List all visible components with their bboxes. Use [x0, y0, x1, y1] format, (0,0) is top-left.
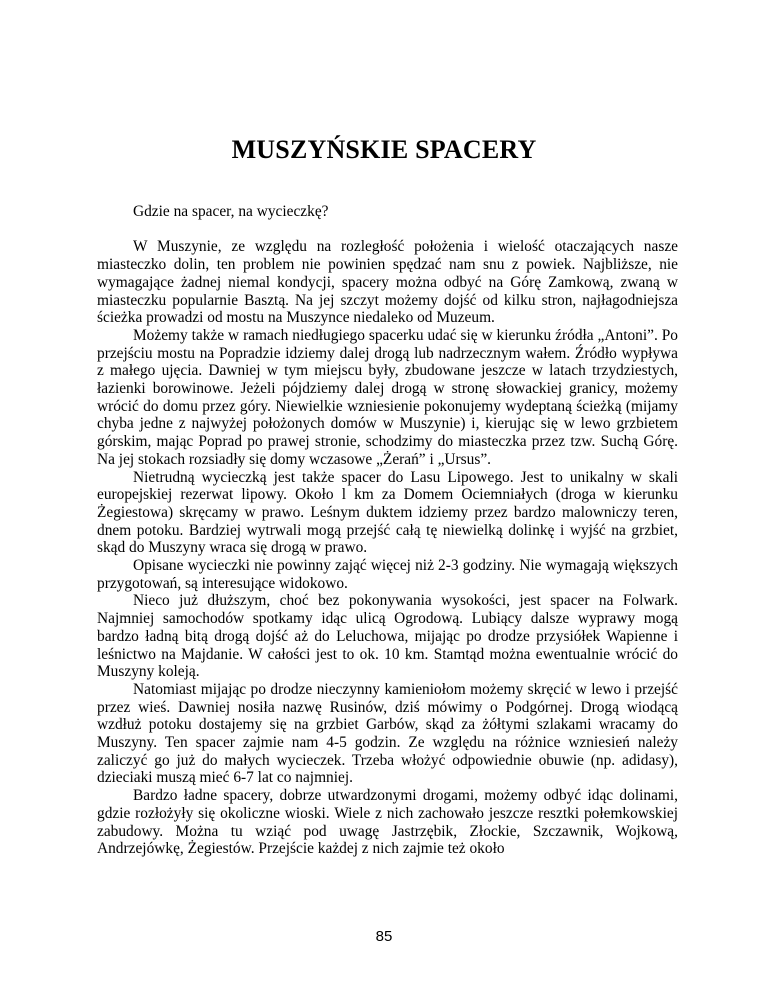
page-number: 85: [375, 928, 393, 945]
paragraph-gora-zamkowa: W Muszynie, ze względu na rozległość położenia i wielość otaczających nasze miasteczko dolin, ten problem nie powinien spędzać nam snu z powiek. Najbliższe, nie wymagające żadnej niemal kondycji, spacery można odbyć na Górę Zamkową, zwaną w miasteczku popularnie Basztą. Na jej szczyt możemy dojść od kilku stron, najłagodniejsza ścieżka prowadzi od mostu na Muszynce niedaleko od Muzeum.: [97, 238, 678, 327]
paragraph-zrodlo-antoni: Możemy także w ramach niedługiego spacerku udać się w kierunku źródła „Antoni”. Po przejściu mostu na Popradzie idziemy dalej drogą lub nadrzecznym wałem. Źródło wypływa z małego ujęcia. Dawniej w tym miejscu były, zbudowane jeszcze w latach trzydziestych, łazienki borowinowe. Jeżeli pójdziemy dalej drogą w stronę słowackiej granicy, możemy wrócić do domu przez góry. Niewielkie wzniesienie pokonujemy wydeptaną ścieżką (mijamy chyba jedne z najwyżej położonych domów w Muszynie) i, kierując się w lewo grzbietem górskim, mając Poprad po prawej stronie, schodzimy do miasteczka przez tzw. Suchą Górę. Na jej stokach rozsiadły się domy wczasowe „Żerań” i „Ursus”.: [97, 326, 678, 468]
paragraph-las-lipowy: Nietrudną wycieczką jest także spacer do Lasu Lipowego. Jest to unikalny w skali europejskiej rezerwat lipowy. Około l km za Domem Ociemniałych (droga w kierunku Żegiestowa) skręcamy w prawo. Leśnym duktem idziemy przez bardzo malowniczy teren, dnem potoku. Bardziej wytrwali mogą przejść całą tę niewielką dolinkę i wyjść na grzbiet, skąd do Muszyny wraca się drogą w prawo.: [97, 468, 678, 557]
paragraph-garbow: Natomiast mijając po drodze nieczynny kamieniołom możemy skręcić w lewo i przejść przez wieś. Dawniej nosiła nazwę Rusinów, dziś mówimy o Podgórnej. Drogą wiodącą wzdłuż potoku dostajemy się na grzbiet Garbów, skąd za żółtymi szlakami wracamy do Muszyny. Ten spacer zajmie nam 4-5 godzin. Ze względu na różnice wzniesień należy zaliczyć go już do małych wycieczek. Trzeba włożyć odpowiednie obuwie (np. adidasy), dzieciaki muszą mieć 6-7 lat co najmniej.: [97, 680, 678, 787]
page-title: MUSZYŃSKIE SPACERY: [231, 135, 537, 164]
paragraph-folwark: Nieco już dłuższym, choć bez pokonywania wysokości, jest spacer na Folwark. Najmniej samochodów spotkamy idąc ulicą Ogrodową. Lubiący dalsze wyprawy mogą bardzo ładną bitą drogą dojść aż do Leluchowa, mijając po drodze przysiółek Wapienne i leśnictwo na Majdanie. W całości jest to ok. 10 km. Stamtąd można ewentualnie wrócić do Muszyny koleją.: [97, 592, 678, 681]
body-text: [97, 203, 678, 858]
paragraph-intro-question: Gdzie na spacer, na wycieczkę?: [133, 203, 329, 220]
paragraph-duration: Opisane wycieczki nie powinny zająć więcej niż 2-3 godziny. Nie wymagają większych przygotowań, są interesujące widokowo.: [97, 557, 678, 592]
paragraph-villages: Bardzo ładne spacery, dobrze utwardzonymi drogami, możemy odbyć idąc dolinami, gdzie rozłożyły się okoliczne wioski. Wiele z nich zachowało jeszcze resztki połemkowskiej zabudowy. Można tu wziąć pod uwagę Jastrzębik, Złockie, Szczawnik, Wojkową, Andrzejówkę, Żegiestów. Przejście każdej z nich zajmie też około: [97, 787, 678, 858]
